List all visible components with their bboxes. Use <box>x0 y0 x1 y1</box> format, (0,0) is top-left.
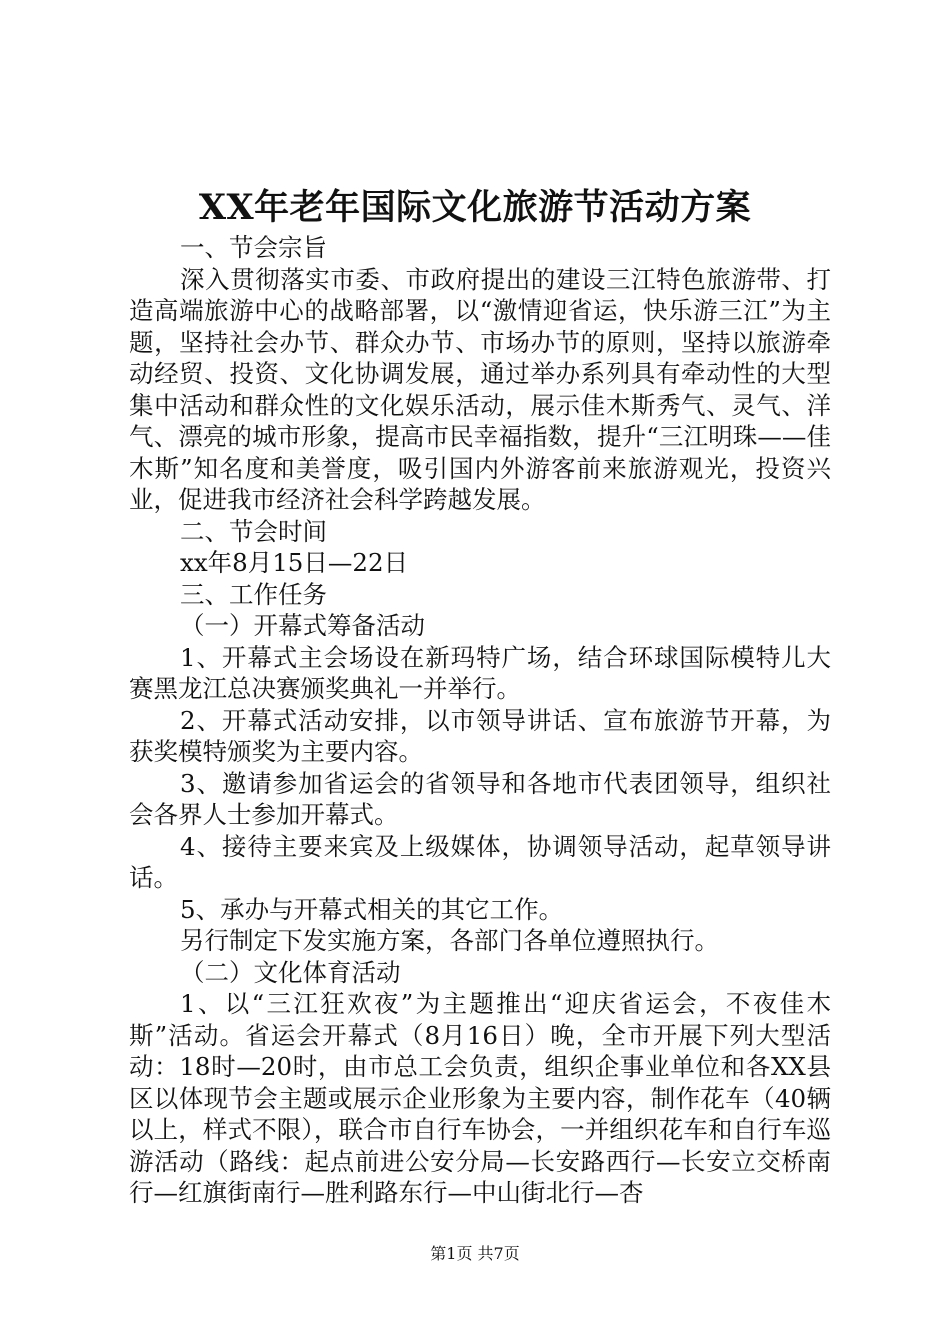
paragraph-note: 另行制定下发实施方案，各部门各单位遵照执行。 <box>180 926 719 955</box>
page-indicator: 第1页 共7页 <box>430 1244 520 1263</box>
list-item: 4、接待主要来宾及上级媒体，协调领导活动，起草领导讲话。 <box>129 831 831 892</box>
heading-purpose: 一、节会宗旨 <box>180 233 327 262</box>
list-item: 5、承办与开幕式相关的其它工作。 <box>180 894 564 924</box>
paragraph-time: xx年8月15日—22日 <box>180 548 409 577</box>
subheading-culture: （二）文化体育活动 <box>180 957 401 987</box>
document-title: XX年老年国际文化旅游节活动方案 <box>198 187 752 228</box>
list-item: 1、开幕式主会场设在新玛特广场，结合环球国际模特儿大赛黑龙江总决赛颁奖典礼一并举行。 <box>129 642 831 703</box>
paragraph-purpose: 深入贯彻落实市委、市政府提出的建设三江特色旅游带、打造高端旅游中心的战略部署，以“激情迎省运，快乐游三江”为主题，坚持社会办节、群众办节、市场办节的原则，坚持以旅游牵动经贸、投资、文化协调发展，通过举办系列具有牵动性的大型集中活动和群众性的文化娱乐活动，展示佳木斯秀气、灵气、洋气、漂亮的城市形象，提高市民幸福指数，提升“三江明珠——佳木斯”知名度和美誉度，吸引国内外游客前来旅游观光，投资兴业，促进我市经济社会科学跨越发展。 <box>129 264 831 514</box>
heading-time: 二、节会时间 <box>180 516 327 546</box>
subheading-opening: （一）开幕式筹备活动 <box>180 611 425 640</box>
list-item: 1、以“三江狂欢夜”为主题推出“迎庆省运会，不夜佳木斯”活动。省运会开幕式（8月16日）晚，全市开展下列大型活动：18时—20时，由市总工会负责，组织企事业单位和各XX县区以体现节会主题或展示企业形象为主要内容，制作花车（40辆以上，样式不限），联合市自行车协会，一并组织花车和自行车巡游活动（路线：起点前进公安分局—长安路西行—长安立交桥南行—红旗街南行—胜利路东行—中山街北行—杏 <box>129 989 831 1207</box>
document-body <box>129 232 831 1209</box>
heading-tasks: 三、工作任务 <box>180 579 327 609</box>
list-item: 3、邀请参加省运会的省领导和各地市代表团领导，组织社会各界人士参加开幕式。 <box>129 768 831 829</box>
list-item: 2、开幕式活动安排，以市领导讲话、宣布旅游节开幕，为获奖模特颁奖为主要内容。 <box>129 705 831 766</box>
